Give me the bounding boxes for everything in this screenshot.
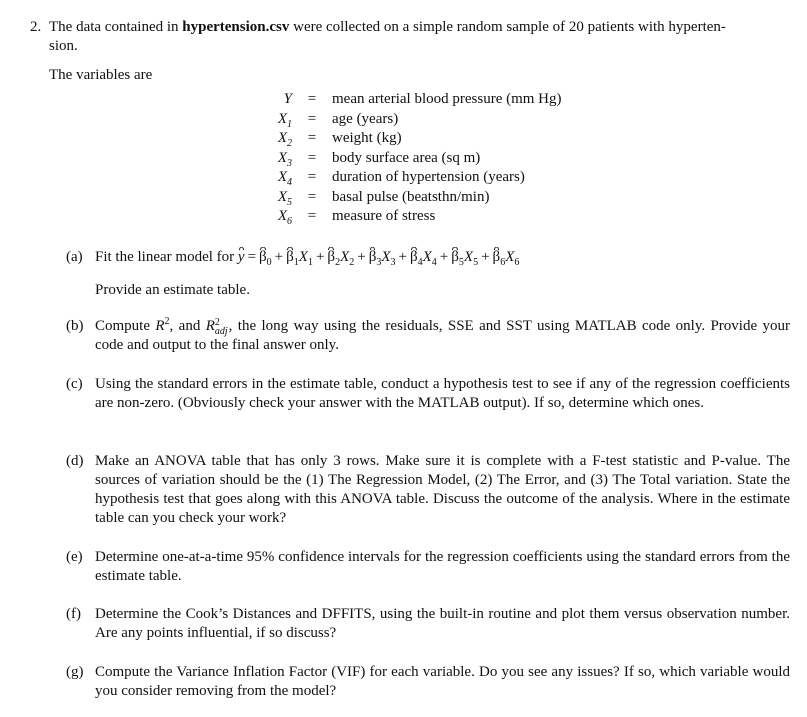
beta-hat: β bbox=[286, 249, 294, 265]
equals-sign: = bbox=[307, 169, 317, 185]
x-index: 5 bbox=[473, 257, 479, 268]
part-a-text bbox=[95, 248, 790, 267]
x-index: 6 bbox=[514, 257, 520, 268]
r-adj-symbol: R bbox=[205, 318, 215, 334]
beta-hat: β bbox=[492, 249, 501, 265]
intro-text-after: were collected on a simple random sample of 20 patients with hyperten- bbox=[289, 19, 726, 35]
variables-heading: The variables are bbox=[49, 67, 153, 83]
x-index: 3 bbox=[390, 257, 396, 268]
part-g-text: Compute the Variance Inflation Factor (VIF) for each variable. Do you see any issues? If so, which variable would you consider removing from the model? bbox=[95, 664, 790, 699]
variable-description: mean arterial blood pressure (mm Hg) bbox=[332, 91, 562, 107]
equals-sign: = bbox=[307, 110, 317, 127]
x-index: 4 bbox=[431, 257, 437, 268]
symbol-subscript: 6 bbox=[287, 216, 292, 227]
beta-index: 6 bbox=[500, 257, 506, 268]
variable-description: measure of stress bbox=[332, 208, 436, 224]
symbol-letter: X bbox=[277, 110, 287, 127]
part-b-pre: Compute bbox=[95, 318, 156, 334]
part-a-label: (a) bbox=[66, 249, 83, 265]
part-b-mid: , and bbox=[169, 318, 206, 334]
beta-index: 2 bbox=[335, 257, 341, 268]
plus-sign: + bbox=[274, 249, 284, 265]
part-c-text: Using the standard errors in the estimate table, conduct a hypothesis test to see if any of the regression coefficients are non-zero. (Obviously check your answer with the MATLAB output). If so, determine which ones. bbox=[95, 376, 790, 411]
beta-hat: β bbox=[409, 249, 418, 265]
r-adj-sub: adj bbox=[214, 325, 228, 337]
beta-hat: β bbox=[259, 249, 267, 265]
beta-index: 1 bbox=[293, 257, 299, 268]
symbol-letter: X bbox=[277, 208, 287, 224]
regression-equation bbox=[237, 249, 520, 268]
part-d-label: (d) bbox=[66, 453, 84, 469]
variable-symbol bbox=[268, 207, 292, 227]
variable-symbol bbox=[268, 90, 292, 110]
plus-sign: + bbox=[481, 249, 490, 265]
beta-hat: β bbox=[368, 249, 377, 265]
x-variable: X bbox=[505, 249, 515, 265]
y-hat: y bbox=[237, 249, 245, 265]
plus-sign: + bbox=[398, 249, 407, 265]
part-a-intro: Fit the linear model for bbox=[95, 249, 238, 265]
variable-row bbox=[268, 90, 562, 110]
variable-row bbox=[268, 207, 562, 227]
problem-intro bbox=[49, 18, 791, 37]
x-index: 2 bbox=[349, 257, 355, 268]
part-f-text: Determine the Cook’s Distances and DFFITS, using the built-in routine and plot them versus observation number. Are any points influential, if so discuss? bbox=[95, 606, 790, 641]
variable-symbol bbox=[268, 188, 292, 208]
symbol-subscript: 2 bbox=[287, 138, 292, 149]
problem-number: 2. bbox=[30, 19, 42, 35]
symbol-subscript: 5 bbox=[287, 196, 292, 208]
plus-sign: + bbox=[357, 249, 366, 265]
symbol-letter: Y bbox=[283, 91, 292, 107]
beta-hat: β bbox=[451, 249, 459, 265]
part-b-text bbox=[95, 317, 790, 355]
part-g-label: (g) bbox=[66, 664, 84, 680]
variable-row bbox=[268, 129, 562, 149]
variable-row bbox=[268, 110, 562, 130]
part-e-text: Determine one-at-a-time 95% confidence intervals for the regression coefficients using the standard errors from the estimate table. bbox=[95, 549, 790, 584]
beta-index: 5 bbox=[458, 257, 464, 268]
r-squared-exp: 2 bbox=[164, 316, 170, 327]
symbol-subscript: 4 bbox=[287, 177, 292, 188]
equals-sign: = bbox=[307, 188, 317, 205]
beta-hat: β bbox=[327, 249, 336, 265]
intro-continuation: sion. bbox=[49, 38, 78, 54]
part-d-text: Make an ANOVA table that has only 3 rows. Make sure it is complete with a F-test statistic and P-value. The sources of variation should be the (1) The Regression Model, (2) The Error, and (3) The Total variation. State the hypothesis test that goes along with this ANOVA table. Discuss the outcome of the analysis. Where in the estimate table can you check your work? bbox=[95, 453, 790, 526]
variable-symbol bbox=[268, 110, 292, 130]
equals-sign: = bbox=[307, 208, 317, 224]
x-variable: X bbox=[422, 249, 432, 265]
variable-description: weight (kg) bbox=[332, 130, 402, 146]
variables-table bbox=[268, 90, 562, 227]
symbol-subscript: 3 bbox=[287, 157, 292, 169]
equals-sign: = bbox=[307, 91, 317, 107]
r-symbol: R bbox=[155, 318, 165, 334]
part-c-label: (c) bbox=[66, 376, 83, 392]
equals-sign: = bbox=[247, 249, 257, 265]
part-b-label: (b) bbox=[66, 318, 84, 334]
variable-symbol bbox=[268, 129, 292, 149]
variable-symbol bbox=[268, 168, 292, 188]
x-index: 1 bbox=[307, 257, 313, 268]
part-a-text2: Provide an estimate table. bbox=[95, 282, 250, 298]
symbol-subscript: 1 bbox=[287, 118, 292, 130]
plus-sign: + bbox=[439, 249, 449, 265]
filename: hypertension.csv bbox=[182, 19, 290, 35]
variable-description: basal pulse (beatsthn/min) bbox=[332, 188, 490, 205]
part-e-label: (e) bbox=[66, 549, 83, 565]
variable-row bbox=[268, 188, 562, 208]
equals-sign: = bbox=[307, 149, 317, 166]
x-variable: X bbox=[340, 249, 350, 265]
symbol-letter: X bbox=[277, 188, 287, 205]
x-variable: X bbox=[463, 249, 474, 265]
equals-sign: = bbox=[307, 130, 317, 146]
part-f-label: (f) bbox=[66, 606, 81, 622]
variable-row bbox=[268, 168, 562, 188]
intro-text: The data contained in bbox=[49, 19, 183, 35]
symbol-letter: X bbox=[277, 169, 287, 185]
beta-index: 0 bbox=[266, 257, 272, 268]
plus-sign: + bbox=[315, 249, 325, 265]
variable-description: age (years) bbox=[332, 110, 399, 127]
symbol-letter: X bbox=[277, 149, 287, 166]
x-variable: X bbox=[298, 249, 308, 265]
beta-index: 3 bbox=[376, 257, 382, 268]
symbol-letter: X bbox=[277, 130, 287, 146]
variable-description: body surface area (sq m) bbox=[332, 149, 481, 166]
variable-row bbox=[268, 149, 562, 169]
x-variable: X bbox=[381, 249, 391, 265]
r-adj-exp: 2 bbox=[214, 316, 220, 328]
beta-index: 4 bbox=[417, 257, 423, 268]
variable-description: duration of hypertension (years) bbox=[332, 169, 525, 185]
variable-symbol bbox=[268, 149, 292, 169]
part-b-post: , the long way using the residuals, SSE and SST using MATLAB code only. Provide your code and output to the final answer only. bbox=[95, 318, 790, 353]
